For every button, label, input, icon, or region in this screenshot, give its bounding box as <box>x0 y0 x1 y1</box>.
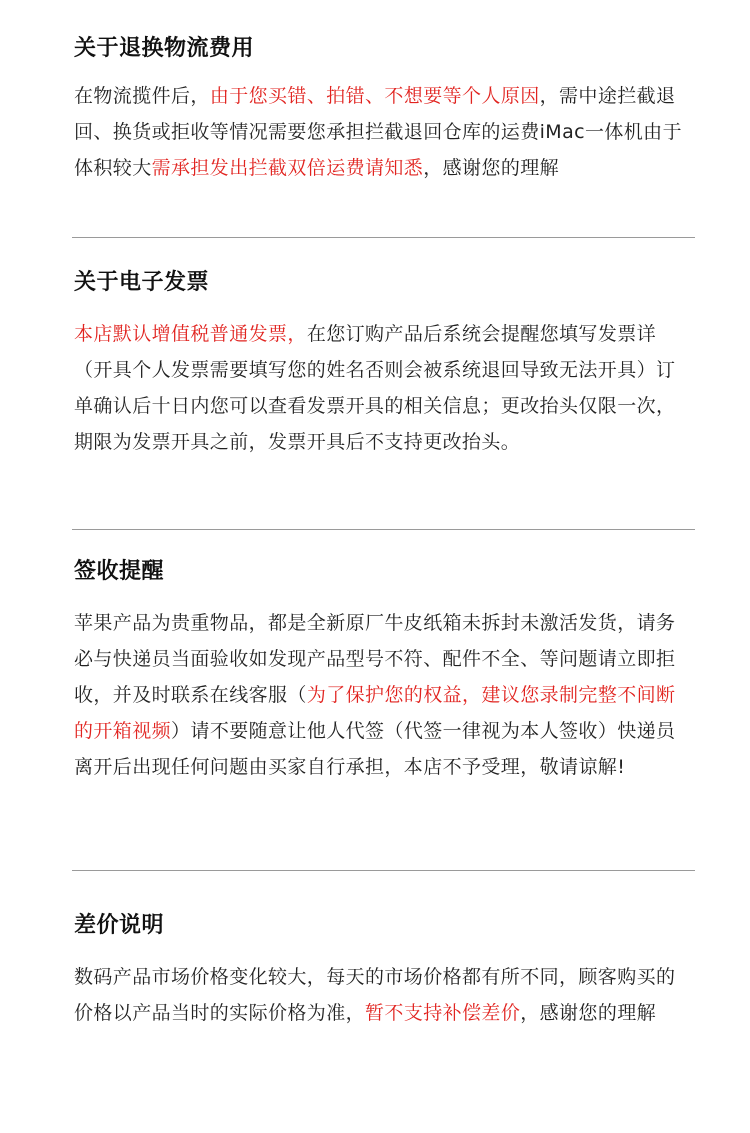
body-text: 苹果产品为贵重物品，都是全新原厂牛皮纸箱未拆封未激活发货，请务必与快递员当面验收如发现产品型号不符、配件不全、等问题请立即拒收，并及时联系在线客服（ <box>74 612 676 706</box>
section-title: 签收提醒 <box>74 559 165 584</box>
section-body <box>74 78 684 186</box>
body-text: 数码产品市场价格变化较大，每天的市场价格都有所不同，顾客购买的价格以产品当时的实际价格为准， <box>74 966 676 1024</box>
section-divider <box>72 870 695 871</box>
section-body <box>74 959 684 1031</box>
section-body <box>74 605 684 785</box>
highlight-text: 暂不支持补偿差价 <box>365 1002 521 1024</box>
section-delivery-reminder <box>74 557 684 785</box>
section-divider <box>72 237 695 238</box>
section-title: 关于电子发票 <box>74 270 210 295</box>
highlight-text: 需承担发出拦截双倍运费请知悉 <box>151 157 424 179</box>
body-text: ）请不要随意让他人代签（代签一律视为本人签收）快递员离开后出现任何问题由买家自行承担，本店不予受理，敬请谅解! <box>74 720 676 778</box>
section-body <box>74 316 684 460</box>
section-e-invoice <box>74 268 684 460</box>
section-price-difference <box>74 911 684 1031</box>
highlight-text: 本店默认增值税普通发票， <box>74 323 307 345</box>
highlight-text: 由于您买错、拍错、不想要等个人原因 <box>209 85 540 107</box>
body-text: 在您订购产品后系统会提醒您填写发票详（开具个人发票需要填写您的姓名否则会被系统退回导致无法开具）订单确认后十日内您可以查看发票开具的相关信息；更改抬头仅限一次，期限为发票开具之前，发票开具后不支持更改抬头。 <box>74 323 676 453</box>
body-text: ，感谢您的理解 <box>423 157 560 179</box>
body-text: ，感谢您的理解 <box>520 1002 657 1024</box>
body-text: 在物流揽件后， <box>74 85 210 107</box>
section-return-shipping <box>74 34 684 186</box>
body-text: ，需中途拦截退回、换货或拒收等情况需要您承担拦截退回仓库的运费iMac一体机由于体积较大 <box>74 85 682 179</box>
section-title: 差价说明 <box>74 913 165 938</box>
section-title: 关于退换物流费用 <box>74 36 255 61</box>
highlight-text: 为了保护您的权益，建议您录制完整不间断的开箱视频 <box>74 684 676 742</box>
section-divider <box>72 529 695 530</box>
